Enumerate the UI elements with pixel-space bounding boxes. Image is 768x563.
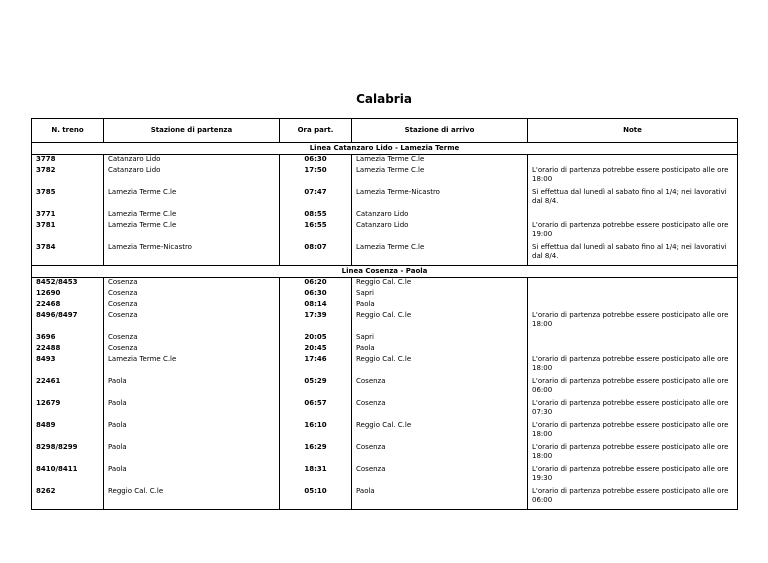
table-row [32, 300, 738, 311]
note [528, 155, 738, 167]
train-number: 3784 [32, 243, 104, 266]
departure-time: 17:46 [280, 355, 352, 377]
arrival-station: Catanzaro Lido [352, 210, 528, 221]
departure-time: 06:57 [280, 399, 352, 421]
table-row [32, 278, 738, 290]
arrival-station: Lamezia Terme C.le [352, 166, 528, 188]
departure-station: Lamezia Terme C.le [104, 355, 280, 377]
arrival-station: Cosenza [352, 377, 528, 399]
table-row [32, 377, 738, 399]
table-header-row [32, 119, 738, 143]
departure-time: 18:31 [280, 465, 352, 487]
train-number: 22468 [32, 300, 104, 311]
train-number: 8489 [32, 421, 104, 443]
note: Si effettua dal lunedì al sabato fino al 1/4; nei lavorativi dal 8/4. [528, 243, 738, 266]
train-number: 3782 [32, 166, 104, 188]
departure-time: 17:39 [280, 311, 352, 333]
arrival-station: Reggio Cal. C.le [352, 278, 528, 290]
timetable-body [32, 143, 738, 510]
departure-time: 08:07 [280, 243, 352, 266]
train-number: 12679 [32, 399, 104, 421]
departure-station: Catanzaro Lido [104, 155, 280, 167]
note: L'orario di partenza potrebbe essere posticipato alle ore 18:00 [528, 421, 738, 443]
departure-station: Paola [104, 399, 280, 421]
note [528, 278, 738, 290]
column-header-departure-station: Stazione di partenza [104, 119, 280, 143]
section-header-row [32, 266, 738, 278]
column-header-arrival-station: Stazione di arrivo [352, 119, 528, 143]
train-number: 22461 [32, 377, 104, 399]
train-number: 22488 [32, 344, 104, 355]
departure-station: Cosenza [104, 278, 280, 290]
note: L'orario di partenza potrebbe essere posticipato alle ore 06:00 [528, 377, 738, 399]
train-number: 3696 [32, 333, 104, 344]
departure-time: 16:29 [280, 443, 352, 465]
table-row [32, 188, 738, 210]
page-title: Calabria [356, 92, 412, 106]
note: L'orario di partenza potrebbe essere posticipato alle ore 18:00 [528, 166, 738, 188]
departure-station: Paola [104, 465, 280, 487]
train-number: 8410/8411 [32, 465, 104, 487]
arrival-station: Sapri [352, 333, 528, 344]
train-number: 8262 [32, 487, 104, 510]
arrival-station: Reggio Cal. C.le [352, 421, 528, 443]
arrival-station: Catanzaro Lido [352, 221, 528, 243]
arrival-station: Paola [352, 344, 528, 355]
timetable [31, 118, 738, 510]
train-number: 8452/8453 [32, 278, 104, 290]
departure-time: 08:14 [280, 300, 352, 311]
departure-time: 06:30 [280, 289, 352, 300]
departure-time: 20:45 [280, 344, 352, 355]
section-header-row [32, 143, 738, 155]
note: L'orario di partenza potrebbe essere posticipato alle ore 06:00 [528, 487, 738, 510]
arrival-station: Cosenza [352, 443, 528, 465]
section-title: Linea Cosenza - Paola [32, 266, 738, 278]
note [528, 344, 738, 355]
table-row [32, 443, 738, 465]
note [528, 300, 738, 311]
arrival-station: Paola [352, 300, 528, 311]
departure-station: Cosenza [104, 289, 280, 300]
arrival-station: Cosenza [352, 465, 528, 487]
departure-station: Lamezia Terme C.le [104, 221, 280, 243]
table-row [32, 399, 738, 421]
table-row [32, 155, 738, 167]
note: L'orario di partenza potrebbe essere posticipato alle ore 19:30 [528, 465, 738, 487]
arrival-station: Cosenza [352, 399, 528, 421]
note [528, 210, 738, 221]
train-number: 3785 [32, 188, 104, 210]
train-number: 8496/8497 [32, 311, 104, 333]
column-header-departure-time: Ora part. [280, 119, 352, 143]
arrival-station: Sapri [352, 289, 528, 300]
table-row [32, 289, 738, 300]
note: Si effettua dal lunedì al sabato fino al 1/4; nei lavorativi dal 8/4. [528, 188, 738, 210]
note [528, 333, 738, 344]
departure-station: Paola [104, 443, 280, 465]
note: L'orario di partenza potrebbe essere posticipato alle ore 19:00 [528, 221, 738, 243]
departure-time: 16:10 [280, 421, 352, 443]
departure-time: 05:29 [280, 377, 352, 399]
departure-time: 05:10 [280, 487, 352, 510]
column-header-train-number: N. treno [32, 119, 104, 143]
departure-station: Lamezia Terme-Nicastro [104, 243, 280, 266]
departure-time: 07:47 [280, 188, 352, 210]
table-row [32, 355, 738, 377]
train-number: 3771 [32, 210, 104, 221]
train-number: 3781 [32, 221, 104, 243]
departure-station: Cosenza [104, 333, 280, 344]
table-row [32, 221, 738, 243]
departure-station: Reggio Cal. C.le [104, 487, 280, 510]
departure-station: Lamezia Terme C.le [104, 188, 280, 210]
table-row [32, 210, 738, 221]
departure-station: Paola [104, 421, 280, 443]
departure-station: Paola [104, 377, 280, 399]
note: L'orario di partenza potrebbe essere posticipato alle ore 18:00 [528, 355, 738, 377]
train-number: 8493 [32, 355, 104, 377]
departure-station: Cosenza [104, 300, 280, 311]
departure-station: Cosenza [104, 344, 280, 355]
note: L'orario di partenza potrebbe essere posticipato alle ore 18:00 [528, 443, 738, 465]
train-number: 3778 [32, 155, 104, 167]
arrival-station: Paola [352, 487, 528, 510]
departure-time: 06:20 [280, 278, 352, 290]
departure-time: 06:30 [280, 155, 352, 167]
train-number: 12690 [32, 289, 104, 300]
arrival-station: Lamezia Terme C.le [352, 155, 528, 167]
departure-station: Catanzaro Lido [104, 166, 280, 188]
train-number: 8298/8299 [32, 443, 104, 465]
table-row [32, 311, 738, 333]
departure-station: Cosenza [104, 311, 280, 333]
table-row [32, 421, 738, 443]
table-row [32, 333, 738, 344]
departure-time: 17:50 [280, 166, 352, 188]
table-row [32, 465, 738, 487]
column-header-notes: Note [528, 119, 738, 143]
departure-time: 16:55 [280, 221, 352, 243]
arrival-station: Lamezia Terme-Nicastro [352, 188, 528, 210]
table-row [32, 344, 738, 355]
arrival-station: Lamezia Terme C.le [352, 243, 528, 266]
arrival-station: Reggio Cal. C.le [352, 311, 528, 333]
departure-time: 08:55 [280, 210, 352, 221]
departure-time: 20:05 [280, 333, 352, 344]
note: L'orario di partenza potrebbe essere posticipato alle ore 18:00 [528, 311, 738, 333]
note [528, 289, 738, 300]
section-title: Linea Catanzaro Lido - Lamezia Terme [32, 143, 738, 155]
table-row [32, 243, 738, 266]
table-row [32, 487, 738, 510]
arrival-station: Reggio Cal. C.le [352, 355, 528, 377]
departure-station: Lamezia Terme C.le [104, 210, 280, 221]
note: L'orario di partenza potrebbe essere posticipato alle ore 07:30 [528, 399, 738, 421]
table-row [32, 166, 738, 188]
